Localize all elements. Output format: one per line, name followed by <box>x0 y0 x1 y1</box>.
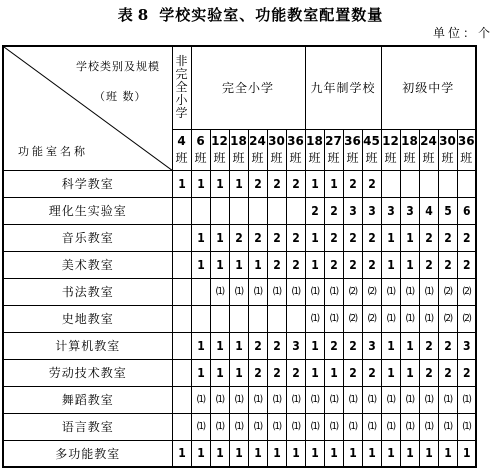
value-cell: 1 <box>381 332 400 359</box>
room-name-cell: 书法教室 <box>3 278 172 305</box>
table-row <box>3 359 476 386</box>
value-cell: 1 <box>210 359 229 386</box>
value-cell: (1) <box>419 413 438 440</box>
value-cell: (1) <box>305 278 324 305</box>
value-cell <box>267 305 286 332</box>
value-cell: 3 <box>343 197 362 224</box>
value-cell <box>172 386 191 413</box>
value-cell: 1 <box>191 170 210 197</box>
class-unit-label: 班 <box>289 150 302 165</box>
group-header-complete-primary: 完全小学 <box>191 46 305 129</box>
value-cell <box>191 278 210 305</box>
value-cell: 1 <box>286 440 305 467</box>
class-unit-label: 班 <box>308 150 321 165</box>
class-size-number: 12 <box>211 133 228 148</box>
value-cell: 2 <box>286 251 305 278</box>
value-cell: (1) <box>305 413 324 440</box>
vertical-char: 全 <box>175 80 188 95</box>
table-row <box>3 305 476 332</box>
class-size-number: 30 <box>268 133 285 148</box>
class-size-header <box>457 129 476 170</box>
class-count-label: （班 数） <box>94 90 147 103</box>
table-row <box>3 170 476 197</box>
value-cell: 2 <box>343 359 362 386</box>
value-cell: 5 <box>438 197 457 224</box>
class-unit-label: 班 <box>346 150 359 165</box>
value-cell: (2) <box>343 305 362 332</box>
value-cell: (1) <box>457 386 476 413</box>
value-cell: (2) <box>457 278 476 305</box>
room-name-cell: 科学教室 <box>3 170 172 197</box>
class-unit-label: 班 <box>422 150 435 165</box>
value-cell: (1) <box>229 413 248 440</box>
value-cell: (1) <box>248 278 267 305</box>
value-cell: (1) <box>248 413 267 440</box>
value-cell: 2 <box>343 224 362 251</box>
class-size-number: 18 <box>230 133 247 148</box>
table-row <box>3 440 476 467</box>
room-name-cell: 史地教室 <box>3 305 172 332</box>
class-size-header <box>324 129 343 170</box>
value-cell: 1 <box>305 332 324 359</box>
table-title-prefix: 表 <box>117 6 134 24</box>
class-size-number: 45 <box>363 133 380 148</box>
value-cell: (1) <box>267 386 286 413</box>
value-cell: 1 <box>172 170 191 197</box>
value-cell: (1) <box>400 305 419 332</box>
class-size-header <box>343 129 362 170</box>
value-cell: 2 <box>324 197 343 224</box>
class-size-number: 6 <box>196 133 205 148</box>
value-cell: 2 <box>324 224 343 251</box>
value-cell <box>191 197 210 224</box>
value-cell: 2 <box>362 170 381 197</box>
table-row <box>3 386 476 413</box>
value-cell: (1) <box>324 305 343 332</box>
class-size-number: 12 <box>382 133 399 148</box>
value-cell <box>457 170 476 197</box>
value-cell <box>172 251 191 278</box>
value-cell: 2 <box>457 359 476 386</box>
value-cell: 1 <box>438 440 457 467</box>
value-cell: (1) <box>362 386 381 413</box>
class-unit-label: 班 <box>232 150 245 165</box>
group-header-incomplete-primary <box>172 46 191 129</box>
value-cell: 2 <box>362 359 381 386</box>
value-cell: 2 <box>343 251 362 278</box>
value-cell <box>172 305 191 332</box>
value-cell: 3 <box>400 197 419 224</box>
room-name-cell: 舞蹈教室 <box>3 386 172 413</box>
table-row <box>3 224 476 251</box>
value-cell <box>210 305 229 332</box>
value-cell: 2 <box>267 251 286 278</box>
value-cell: 3 <box>286 332 305 359</box>
value-cell: (1) <box>248 386 267 413</box>
value-cell: (1) <box>381 386 400 413</box>
value-cell: (1) <box>324 413 343 440</box>
class-unit-label: 班 <box>251 150 264 165</box>
value-cell: 2 <box>248 170 267 197</box>
value-cell: 1 <box>172 440 191 467</box>
value-cell: (2) <box>362 278 381 305</box>
value-cell: 2 <box>438 251 457 278</box>
value-cell <box>248 305 267 332</box>
class-unit-label: 班 <box>441 150 454 165</box>
value-cell: 1 <box>229 170 248 197</box>
value-cell: (2) <box>438 278 457 305</box>
value-cell: (1) <box>267 278 286 305</box>
value-cell: 1 <box>324 359 343 386</box>
class-size-number: 27 <box>325 133 342 148</box>
value-cell: 1 <box>400 440 419 467</box>
class-unit-label: 班 <box>403 150 416 165</box>
table-row <box>3 251 476 278</box>
header-diagonal-cell <box>3 46 172 170</box>
value-cell: 1 <box>400 251 419 278</box>
value-cell: (1) <box>324 278 343 305</box>
value-cell: 1 <box>191 440 210 467</box>
value-cell: 1 <box>210 251 229 278</box>
value-cell: 1 <box>248 440 267 467</box>
value-cell: 3 <box>362 332 381 359</box>
value-cell: 1 <box>419 440 438 467</box>
value-cell: 2 <box>362 251 381 278</box>
value-cell: 2 <box>343 332 362 359</box>
value-cell: 2 <box>267 332 286 359</box>
table-row <box>3 332 476 359</box>
value-cell: (1) <box>419 386 438 413</box>
value-cell <box>419 170 438 197</box>
value-cell: (1) <box>381 278 400 305</box>
value-cell: 1 <box>305 224 324 251</box>
class-unit-label: 班 <box>384 150 397 165</box>
table-title-text: 学校实验室、功能教室配置数量 <box>159 6 384 24</box>
value-cell: (1) <box>286 386 305 413</box>
value-cell: 2 <box>419 251 438 278</box>
class-size-header <box>438 129 457 170</box>
value-cell: 1 <box>362 440 381 467</box>
value-cell: 2 <box>267 224 286 251</box>
value-cell: 1 <box>210 440 229 467</box>
value-cell <box>172 224 191 251</box>
value-cell: (1) <box>191 386 210 413</box>
value-cell: 1 <box>210 332 229 359</box>
class-unit-label: 班 <box>194 150 207 165</box>
value-cell: (2) <box>457 305 476 332</box>
value-cell <box>172 359 191 386</box>
value-cell: (1) <box>438 386 457 413</box>
value-cell: 3 <box>457 332 476 359</box>
value-cell: (1) <box>419 278 438 305</box>
value-cell: 2 <box>419 359 438 386</box>
value-cell: 1 <box>324 440 343 467</box>
value-cell: 2 <box>248 359 267 386</box>
value-cell: 1 <box>229 440 248 467</box>
value-cell: (1) <box>210 413 229 440</box>
class-size-header <box>191 129 210 170</box>
value-cell: (1) <box>400 386 419 413</box>
class-size-header <box>248 129 267 170</box>
unit-label: 单位：个 <box>432 26 493 40</box>
class-size-number: 30 <box>439 133 456 148</box>
value-cell <box>248 197 267 224</box>
value-cell: 1 <box>305 170 324 197</box>
vertical-char: 完 <box>175 67 188 82</box>
class-size-header <box>286 129 305 170</box>
value-cell <box>210 197 229 224</box>
value-cell: 1 <box>324 170 343 197</box>
class-size-number: 24 <box>420 133 437 148</box>
value-cell: 1 <box>229 332 248 359</box>
header-row-groups <box>3 46 476 129</box>
class-unit-label: 班 <box>365 150 378 165</box>
value-cell <box>438 170 457 197</box>
value-cell: (1) <box>457 413 476 440</box>
room-name-cell: 理化生实验室 <box>3 197 172 224</box>
value-cell <box>172 278 191 305</box>
table-row <box>3 278 476 305</box>
value-cell: (1) <box>305 386 324 413</box>
class-size-number: 18 <box>306 133 323 148</box>
value-cell: 3 <box>362 197 381 224</box>
class-unit-label: 班 <box>327 150 340 165</box>
value-cell: 1 <box>229 251 248 278</box>
value-cell: 1 <box>305 440 324 467</box>
class-size-header <box>172 129 191 170</box>
value-cell: (1) <box>438 413 457 440</box>
school-type-label: 学校类别及规模 <box>76 60 160 73</box>
value-cell: 1 <box>210 224 229 251</box>
value-cell: 2 <box>419 332 438 359</box>
room-name-label: 功能室名称 <box>18 145 88 158</box>
value-cell <box>400 170 419 197</box>
value-cell: (1) <box>210 278 229 305</box>
table-title <box>0 4 501 25</box>
class-unit-label: 班 <box>213 150 226 165</box>
value-cell: (1) <box>267 413 286 440</box>
value-cell: 1 <box>343 440 362 467</box>
value-cell: 1 <box>305 359 324 386</box>
class-size-number: 36 <box>457 133 475 148</box>
class-unit-label: 班 <box>460 150 473 165</box>
value-cell: 2 <box>438 359 457 386</box>
value-cell <box>172 332 191 359</box>
value-cell: (1) <box>229 386 248 413</box>
value-cell: 2 <box>419 224 438 251</box>
table-title-number: 8 <box>137 6 150 24</box>
vertical-char: 学 <box>175 106 188 121</box>
value-cell: (1) <box>419 305 438 332</box>
class-unit-label: 班 <box>270 150 283 165</box>
value-cell: 4 <box>419 197 438 224</box>
class-size-number: 36 <box>287 133 304 148</box>
value-cell: 2 <box>267 170 286 197</box>
value-cell: 1 <box>381 224 400 251</box>
value-cell: 1 <box>381 251 400 278</box>
value-cell: 2 <box>438 224 457 251</box>
value-cell: 2 <box>248 332 267 359</box>
class-size-header <box>381 129 400 170</box>
value-cell <box>172 197 191 224</box>
class-size-number: 24 <box>249 133 266 148</box>
value-cell: 1 <box>191 224 210 251</box>
value-cell <box>172 413 191 440</box>
value-cell <box>191 305 210 332</box>
value-cell: (1) <box>305 305 324 332</box>
value-cell: 1 <box>400 332 419 359</box>
value-cell: (1) <box>381 413 400 440</box>
value-cell: 3 <box>381 197 400 224</box>
value-cell: (1) <box>210 386 229 413</box>
class-unit-label: 班 <box>175 150 188 165</box>
value-cell: 1 <box>229 359 248 386</box>
value-cell <box>286 197 305 224</box>
class-size-header <box>210 129 229 170</box>
group-header-nine-year: 九年制学校 <box>305 46 381 129</box>
value-cell: (1) <box>343 413 362 440</box>
room-name-cell: 美术教室 <box>3 251 172 278</box>
vertical-char: 小 <box>175 93 188 108</box>
value-cell <box>229 305 248 332</box>
value-cell: 2 <box>229 224 248 251</box>
room-name-cell: 音乐教室 <box>3 224 172 251</box>
class-size-header <box>419 129 438 170</box>
value-cell: 1 <box>267 440 286 467</box>
value-cell: 2 <box>343 170 362 197</box>
value-cell: (2) <box>362 305 381 332</box>
value-cell: (1) <box>229 278 248 305</box>
value-cell: 2 <box>286 359 305 386</box>
value-cell: 2 <box>324 332 343 359</box>
value-cell: 6 <box>457 197 476 224</box>
value-cell: 1 <box>248 251 267 278</box>
room-name-cell: 计算机教室 <box>3 332 172 359</box>
value-cell: 1 <box>191 359 210 386</box>
value-cell <box>267 197 286 224</box>
value-cell: (1) <box>286 278 305 305</box>
class-size-header <box>305 129 324 170</box>
value-cell: 1 <box>381 440 400 467</box>
value-cell: (1) <box>400 278 419 305</box>
value-cell: 1 <box>457 440 476 467</box>
value-cell <box>229 197 248 224</box>
table-row <box>3 197 476 224</box>
value-cell: 2 <box>438 332 457 359</box>
room-name-cell: 多功能教室 <box>3 440 172 467</box>
value-cell <box>286 305 305 332</box>
value-cell: 2 <box>248 224 267 251</box>
class-size-header <box>362 129 381 170</box>
value-cell: 2 <box>286 170 305 197</box>
value-cell: 2 <box>457 251 476 278</box>
class-size-header <box>229 129 248 170</box>
value-cell: (1) <box>324 386 343 413</box>
value-cell: 1 <box>400 359 419 386</box>
value-cell: 1 <box>400 224 419 251</box>
value-cell: 2 <box>362 224 381 251</box>
value-cell <box>381 170 400 197</box>
value-cell: (1) <box>381 305 400 332</box>
value-cell: (1) <box>400 413 419 440</box>
value-cell: 2 <box>267 359 286 386</box>
class-size-number: 36 <box>344 133 361 148</box>
value-cell: (2) <box>438 305 457 332</box>
class-size-header <box>267 129 286 170</box>
value-cell: (1) <box>286 413 305 440</box>
class-size-header <box>400 129 419 170</box>
value-cell: (1) <box>191 413 210 440</box>
class-size-number: 18 <box>401 133 418 148</box>
table-row <box>3 413 476 440</box>
value-cell: 1 <box>191 251 210 278</box>
value-cell: (1) <box>362 413 381 440</box>
value-cell: 1 <box>381 359 400 386</box>
class-size-number: 4 <box>177 133 186 148</box>
group-header-junior-middle: 初级中学 <box>381 46 476 129</box>
allocation-table <box>2 45 477 468</box>
value-cell: 2 <box>305 197 324 224</box>
value-cell: 1 <box>210 170 229 197</box>
value-cell: 2 <box>286 224 305 251</box>
vertical-char: 非 <box>175 54 188 69</box>
value-cell: 2 <box>324 251 343 278</box>
room-name-cell: 劳动技术教室 <box>3 359 172 386</box>
value-cell: 1 <box>305 251 324 278</box>
room-name-cell: 语言教室 <box>3 413 172 440</box>
value-cell: (2) <box>343 278 362 305</box>
value-cell: 1 <box>191 332 210 359</box>
value-cell: 2 <box>457 224 476 251</box>
value-cell: (1) <box>343 386 362 413</box>
